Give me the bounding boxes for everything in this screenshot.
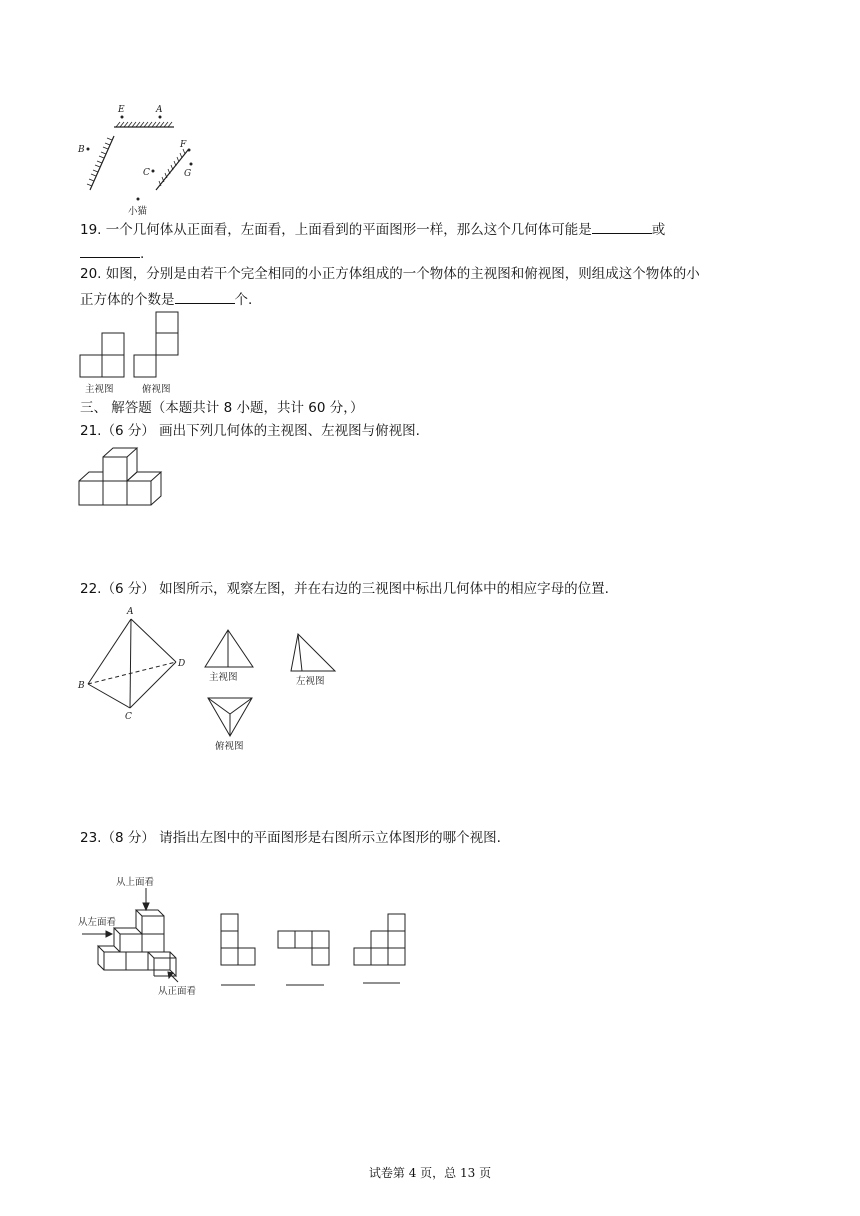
point-label-c: C — [143, 168, 150, 178]
answer-blank-20[interactable] — [175, 289, 235, 304]
vertex-label-c: C — [125, 712, 132, 722]
vertex-label-d: D — [178, 659, 186, 669]
top-view-label: 俯视图 — [215, 741, 244, 752]
from-front-label: 从正面看 — [158, 986, 197, 997]
point-label-e: E — [118, 105, 125, 115]
point-label-f: F — [180, 140, 187, 150]
front-view-label: 主视图 — [209, 672, 238, 683]
vertex-label-b: B — [78, 681, 85, 691]
question-20-line1: 20. 如图，分别是由若干个完全相同的小正方体组成的一个物体的主视图和俯视图，则组成这个物体的小 — [80, 266, 700, 282]
front-view-label: 主视图 — [85, 384, 114, 395]
point-label-b: B — [78, 145, 85, 155]
question-23: 23.（8 分） 请指出左图中的平面图形是右图所示立体图形的哪个视图. — [80, 830, 501, 846]
from-top-label: 从上面看 — [116, 877, 155, 888]
q21-cube-figure — [78, 446, 162, 508]
left-view-label: 左视图 — [296, 676, 325, 687]
q22-tetrahedron-figure — [78, 604, 358, 754]
mirror-figure — [78, 100, 208, 220]
vertex-label-a: A — [127, 607, 134, 617]
section-3-heading: 三、 解答题（本题共计 8 小题，共计 60 分，） — [80, 400, 364, 416]
answer-blank-19b[interactable] — [80, 243, 140, 258]
point-label-a: A — [156, 105, 163, 115]
q23-figure — [78, 870, 418, 1000]
question-21: 21.（6 分） 画出下列几何体的主视图、左视图与俯视图. — [80, 423, 420, 439]
question-20-line2: 正方体的个数是 个. — [80, 289, 252, 309]
question-22: 22.（6 分） 如图所示，观察左图，并在右边的三视图中标出几何体中的相应字母的位置. — [80, 581, 609, 597]
point-label-g: G — [184, 169, 192, 179]
page-footer: 试卷第 4 页，总 13 页 — [368, 1166, 492, 1180]
from-left-label: 从左面看 — [78, 917, 117, 928]
question-19-cont: . — [80, 243, 144, 263]
q20-figure — [78, 310, 188, 396]
top-view-label: 俯视图 — [142, 384, 171, 395]
question-19: 19. 一个几何体从正面看，左面看，上面看到的平面图形一样，那么这个几何体可能是 或 — [80, 219, 665, 239]
cat-label: 小猫 — [128, 206, 148, 217]
answer-blank-19a[interactable] — [592, 219, 652, 234]
